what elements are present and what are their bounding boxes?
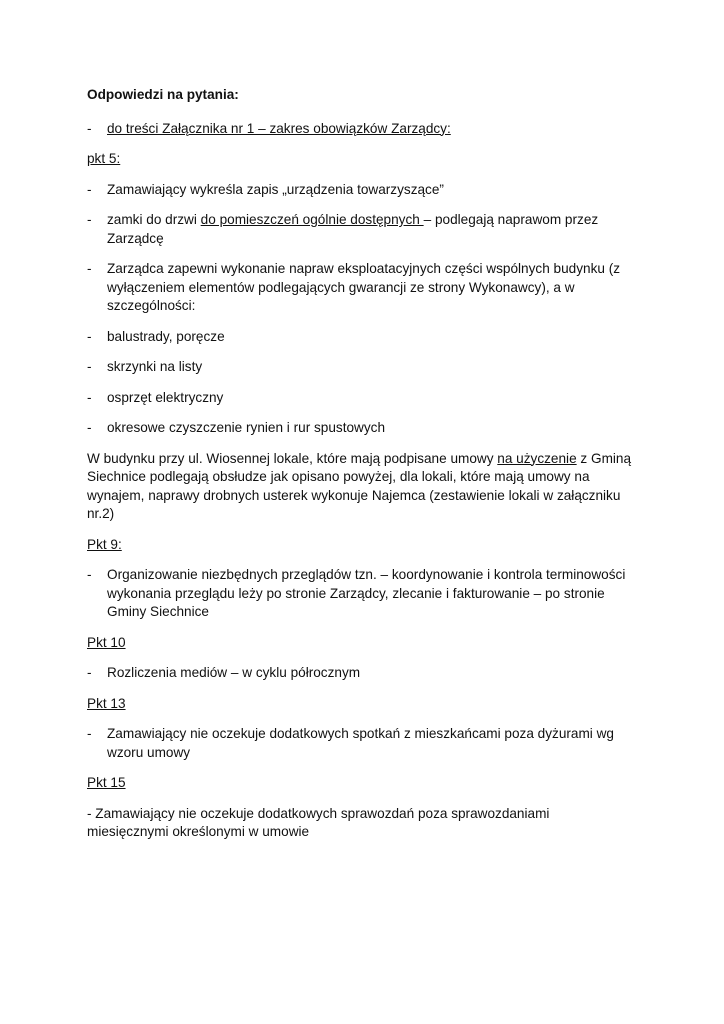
pkt10-item-1-text: Rozliczenia mediów – w cyklu półrocznym [107, 665, 361, 680]
pkt10-item-1 [87, 664, 634, 683]
list-dash: - [87, 261, 92, 276]
list-dash: - [87, 328, 92, 344]
pkt5-paragraph-underlined: na użyczenie [497, 450, 577, 466]
pkt5-paragraph-suffix: z Gminą Siechnice podlegają obsłudze jak opisano powyżej, dla lokali, które mają umowy na wynajem, naprawy drobnych usterek wykonuje Najemca (zestawienie lokali w załączniku nr.2) [87, 450, 632, 521]
pkt5-item-5 [87, 358, 634, 377]
pkt15-label: Pkt 15 [87, 775, 126, 790]
pkt13-item-1-text: Zamawiający nie oczekuje dodatkowych spotkań z mieszkańcami poza dyżurami wg wzoru umowy [107, 726, 614, 760]
pkt5-label: pkt 5: [87, 151, 121, 166]
pkt10-label: Pkt 10 [87, 634, 126, 650]
pkt13-item-1 [87, 725, 634, 762]
list-dash: - [87, 389, 92, 405]
pkt5-item-2-suffix: – podlegają naprawom przez Zarządcę [107, 212, 599, 246]
list-dash: - [87, 567, 92, 582]
pkt5-item-6 [87, 389, 634, 408]
pkt13-label: Pkt 13 [87, 695, 126, 711]
list-dash: - [87, 181, 92, 197]
pkt5-item-7 [87, 419, 634, 438]
list-dash: - [87, 726, 92, 741]
list-dash: - [87, 665, 92, 680]
pkt5-item-1 [87, 181, 634, 200]
pkt15-paragraph: - Zamawiający nie oczekuje dodatkowych sprawozdań poza sprawozdaniami miesięcznymi określonymi w umowie [87, 805, 550, 839]
list-dash: - [87, 212, 92, 227]
pkt5-item-2 [87, 211, 634, 248]
pkt5-item-5-text: skrzynki na listy [107, 359, 203, 374]
pkt5-item-7-text: okresowe czyszczenie rynien i rur spustowych [107, 420, 386, 435]
pkt5-paragraph-prefix: W budynku przy ul. Wiosennej lokale, które mają podpisane umowy [87, 450, 498, 466]
pkt5-item-6-text: osprzęt elektryczny [107, 389, 224, 405]
pkt5-item-1-text: Zamawiający wykreśla zapis „urządzenia towarzyszące” [107, 181, 444, 197]
pkt5-item-3-text: Zarządca zapewni wykonanie napraw eksploatacyjnych części wspólnych budynku (z wyłączeniem elementów podlegających gwarancji ze strony Wykonawcy), a w szczególności: [107, 261, 621, 313]
pkt9-label: Pkt 9: [87, 536, 122, 552]
pkt9-item-1-text: Organizowanie niezbędnych przeglądów tzn. – koordynowanie i kontrola terminowości wykonania przeglądu leży po stronie Zarządcy, zlecanie i fakturowanie – po stronie Gminy Siechnice [107, 567, 626, 619]
pkt5-paragraph [87, 450, 634, 524]
pkt5-item-4-text: balustrady, poręcze [107, 328, 225, 344]
list-dash: - [87, 359, 92, 374]
pkt9-item-1 [87, 566, 634, 622]
section-intro-item [87, 120, 634, 139]
pkt5-item-2-prefix: zamki do drzwi [107, 212, 201, 227]
list-dash: - [87, 120, 92, 136]
pkt5-item-4 [87, 328, 634, 347]
pkt5-item-2-underlined: do pomieszczeń ogólnie dostępnych [200, 212, 424, 227]
pkt5-item-3 [87, 260, 634, 316]
document-heading: Odpowiedzi na pytania: [87, 87, 239, 102]
section-intro-text: do treści Załącznika nr 1 – zakres obowiązków Zarządcy: [107, 120, 451, 136]
list-dash: - [87, 420, 92, 435]
